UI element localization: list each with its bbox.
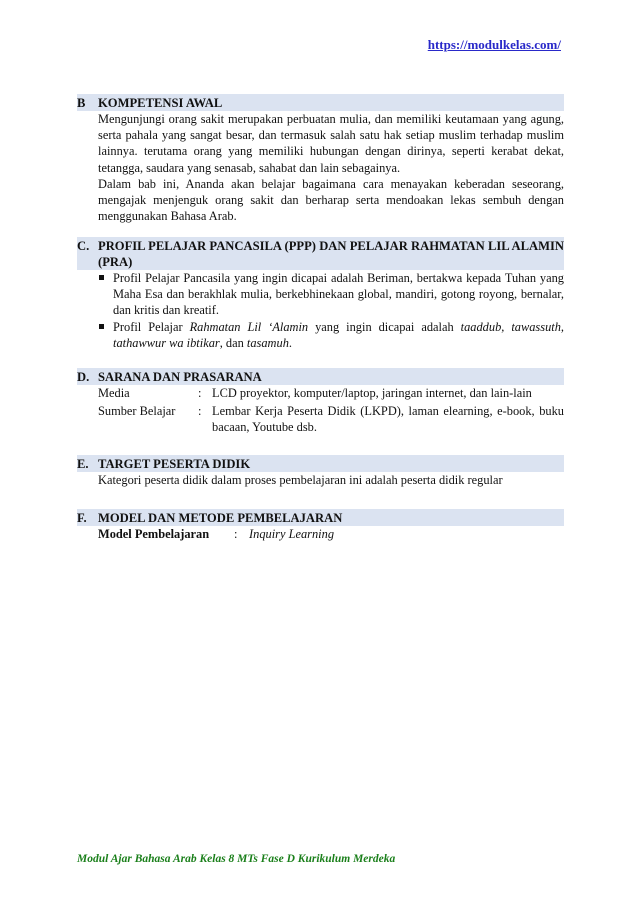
section-title: KOMPETENSI AWAL [98,96,223,110]
square-bullet-icon [99,275,104,280]
row-label: Model Pembelajaran [98,527,210,541]
bullet-text: , dan [219,335,247,350]
list-item [98,270,564,319]
section-sarana-prasarana [77,368,564,436]
section-body [98,526,564,542]
bullet-text: . [288,335,293,350]
row-value: LCD proyektor, komputer/laptop, jaringan internet, dan lain-lain [212,386,532,400]
section-heading [77,368,564,385]
section-body [98,472,564,488]
bullet-text: Profil Pelajar [113,319,190,334]
table-row [98,385,564,401]
section-heading [77,237,564,270]
section-letter: F. [77,511,87,525]
header-url-link[interactable]: https://modulkelas.com/ [427,37,561,52]
row-label: Media [98,386,130,400]
row-colon: : [198,386,202,400]
paragraph: Kategori peserta didik dalam proses pembelajaran ini adalah peserta didik regular [98,473,503,487]
section-title: PROFIL PELAJAR PANCASILA (PPP) DAN PELAJAR RAHMATAN LIL ALAMIN (PRA) [98,239,564,269]
section-title: TARGET PESERTA DIDIK [98,457,251,471]
section-letter: E. [77,457,89,471]
row-colon: : [198,404,202,419]
section-title: MODEL DAN METODE PEMBELAJARAN [98,511,343,525]
section-letter: C. [77,239,90,253]
italic-term: tasamuh [246,335,289,350]
list-item [98,319,564,351]
section-target-peserta [77,455,564,488]
section-kompetensi-awal [77,94,564,224]
italic-term: taaddub, tawassuth, tathawwur wa ibtikar [113,319,565,350]
section-body [98,270,564,351]
section-letter: D. [77,370,90,384]
row-value: Inquiry Learning [249,527,335,541]
bullet-text: Profil Pelajar Pancasila yang ingin dicapai adalah Beriman, bertakwa kepada Tuhan yang Maha Esa dan berakhlak mulia, berkebhinekaan global, mandiri, gotong royong, bernalar, dan kritis dan kreatif. [113,271,564,318]
italic-term: Rahmatan Lil ‘Alamin [189,319,309,334]
section-heading [77,94,564,111]
bullet-list [98,270,564,351]
table-row [98,403,564,435]
paragraph: Dalam bab ini, Ananda akan belajar bagaimana cara menayakan keberadan seseorang, mengajak menjenguk orang sakit dan berharap serta mendoakan lekas sembuh dengan menggunakan Bahasa Arab. [98,176,564,224]
bullet-text: yang ingin dicapai adalah [308,319,461,334]
paragraph: Mengunjungi orang sakit merupakan perbuatan mulia, dan memiliki keutamaan yang agung, serta pahala yang sangat besar, dan termasuk salah satu hak setiap muslim terhadap muslim lainnya. terutama orang yang memiliki hubungan dengan dirinya, seperti kerabat dekat, tetangga, saudara yang senasab, sahabat dan lain sebagainya. [98,112,564,175]
section-profil-pelajar [77,237,564,351]
table-row [98,526,564,542]
row-label: Sumber Belajar [98,404,176,419]
section-heading [77,509,564,526]
square-bullet-icon [99,324,104,329]
section-model-metode [77,509,564,542]
row-value: Lembar Kerja Peserta Didik (LKPD), laman elearning, e-book, buku bacaan, Youtube dsb. [212,404,564,435]
section-heading [77,455,564,472]
section-body [98,111,564,224]
section-letter: B [77,96,86,110]
section-title: SARANA DAN PRASARANA [98,370,262,384]
page-footer: Modul Ajar Bahasa Arab Kelas 8 MTs Fase D Kurikulum Merdeka [77,853,396,865]
section-body [98,385,564,436]
row-colon: : [234,527,238,541]
